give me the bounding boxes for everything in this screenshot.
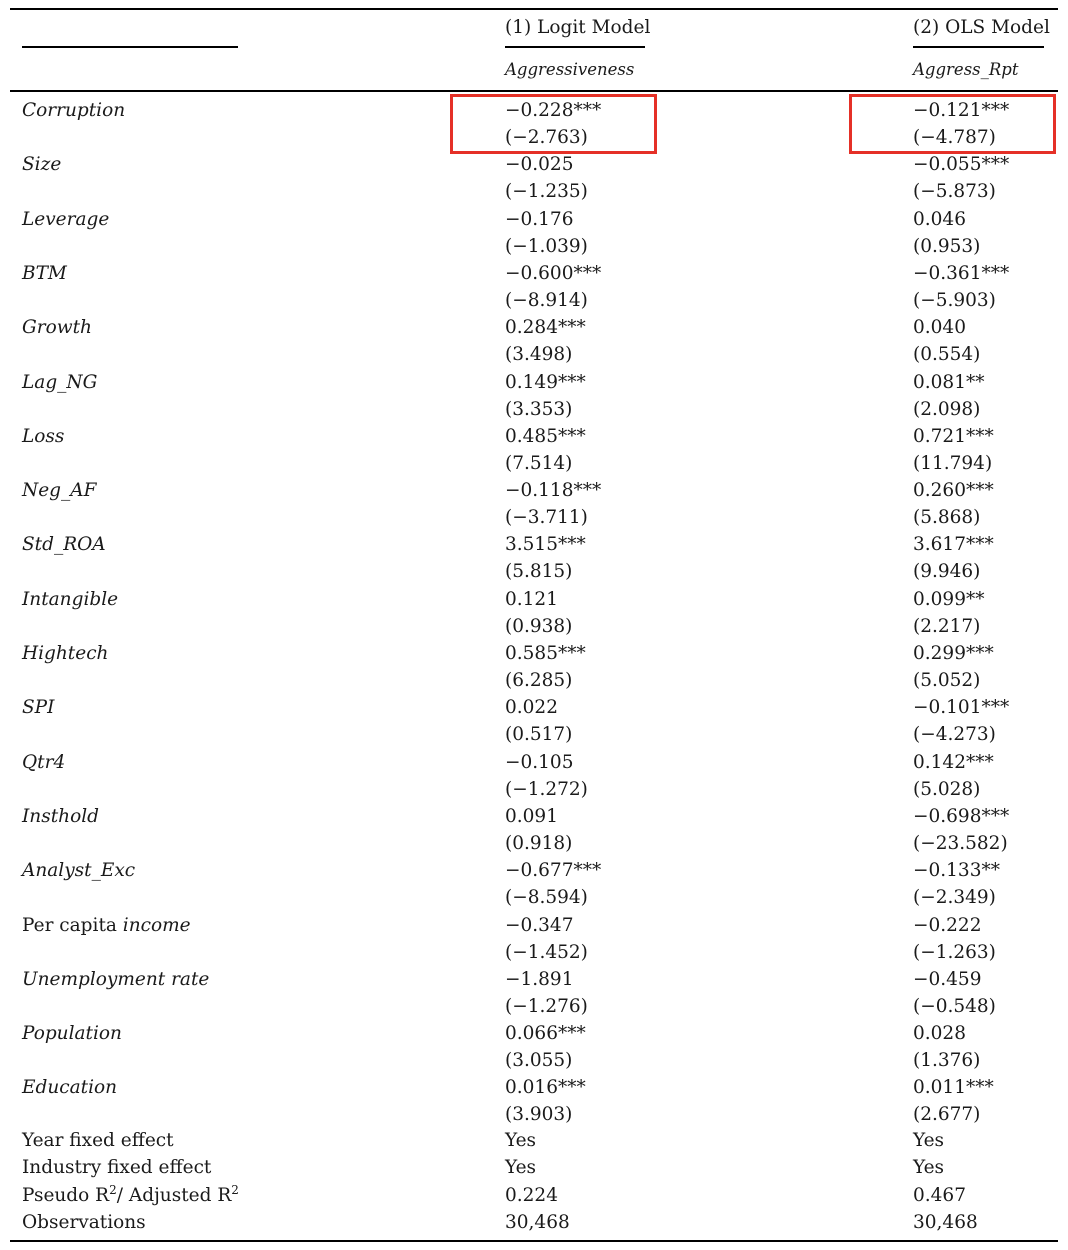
row-label: Leverage bbox=[22, 208, 110, 230]
coef-col1: −0.118*** bbox=[505, 480, 602, 502]
tstat-col2: (2.677) bbox=[913, 1104, 981, 1126]
coef-col2: 0.011*** bbox=[913, 1077, 994, 1099]
tstat-col1: (0.918) bbox=[505, 832, 573, 854]
row-label: Unemployment rate bbox=[22, 968, 210, 990]
footer-col2: 0.467 bbox=[913, 1184, 966, 1206]
footer-col1: 30,468 bbox=[505, 1211, 570, 1233]
footer-label: Industry fixed effect bbox=[22, 1157, 212, 1179]
highlight-box-col1 bbox=[450, 94, 657, 154]
tstat-col1: (−8.594) bbox=[505, 887, 588, 909]
row-label: Growth bbox=[22, 317, 92, 339]
coef-col1: −0.347 bbox=[505, 914, 574, 936]
coef-col1: −0.025 bbox=[505, 154, 574, 176]
tstat-col1: (−1.235) bbox=[505, 181, 588, 203]
tstat-col1: (−1.452) bbox=[505, 941, 588, 963]
tstat-col2: (−4.787) bbox=[913, 127, 996, 148]
tstat-col2: (1.376) bbox=[913, 1050, 981, 1072]
coef-col2: −0.133** bbox=[913, 860, 1000, 882]
row-label-italic: income bbox=[122, 914, 191, 936]
col1-dependent-variable: Aggressiveness bbox=[505, 60, 635, 79]
footer-col1: Yes bbox=[505, 1130, 537, 1151]
tstat-col2: (−4.273) bbox=[913, 724, 996, 746]
tstat-col1: (−1.039) bbox=[505, 235, 588, 257]
tstat-col2: (5.868) bbox=[913, 507, 981, 529]
coef-col2: −0.361*** bbox=[913, 262, 1010, 284]
col1-title-rule bbox=[505, 46, 645, 48]
coef-col2: 0.040 bbox=[913, 317, 966, 339]
row-label: Education bbox=[22, 1077, 118, 1099]
footer-col2: 30,468 bbox=[913, 1211, 978, 1233]
footer-label-part: 2 bbox=[231, 1182, 239, 1197]
row-label: Population bbox=[22, 1023, 122, 1045]
row-label: Intangible bbox=[22, 588, 119, 610]
footer-label-part: / Adjusted R bbox=[116, 1184, 232, 1206]
col2-title: (2) OLS Model bbox=[913, 17, 1050, 38]
footer-label: Observations bbox=[22, 1211, 146, 1233]
tstat-col1: (−8.914) bbox=[505, 289, 588, 311]
table-bottom-rule bbox=[10, 1240, 1058, 1242]
footer-label-part: Pseudo R bbox=[22, 1184, 110, 1206]
tstat-col1: (−1.276) bbox=[505, 995, 588, 1017]
coef-col2: −0.055*** bbox=[913, 154, 1010, 176]
tstat-col2: (−1.263) bbox=[913, 941, 996, 963]
coef-col2: 0.028 bbox=[913, 1023, 966, 1045]
row-label: Size bbox=[22, 154, 62, 176]
coef-col1: 0.022 bbox=[505, 697, 558, 719]
footer-label bbox=[22, 1182, 239, 1207]
coef-col2: 0.099** bbox=[913, 588, 985, 610]
tstat-col2: (5.052) bbox=[913, 670, 981, 691]
tstat-col2: (−0.548) bbox=[913, 995, 996, 1017]
coef-col1: 0.091 bbox=[505, 805, 558, 827]
tstat-col2: (11.794) bbox=[913, 452, 993, 474]
tstat-col2: (9.946) bbox=[913, 561, 981, 583]
tstat-col2: (−5.903) bbox=[913, 289, 996, 311]
row-label: Neg_AF bbox=[22, 480, 97, 502]
row-label: BTM bbox=[22, 262, 67, 284]
tstat-col1: (0.938) bbox=[505, 615, 573, 637]
coef-col1: −0.176 bbox=[505, 208, 574, 230]
row-label: Lag_NG bbox=[22, 371, 98, 393]
row-label: SPI bbox=[22, 697, 55, 719]
tstat-col2: (2.217) bbox=[913, 615, 981, 637]
coef-col2: 0.081** bbox=[913, 371, 985, 393]
tstat-col1: (3.055) bbox=[505, 1050, 573, 1072]
tstat-col1: (3.498) bbox=[505, 344, 573, 366]
stub-header-rule bbox=[22, 46, 238, 48]
footer-label: Year fixed effect bbox=[22, 1130, 174, 1151]
coef-col1: −0.228*** bbox=[505, 100, 602, 121]
tstat-col1: (−2.763) bbox=[505, 127, 588, 148]
row-label: Corruption bbox=[22, 100, 126, 121]
coef-col1: 0.121 bbox=[505, 588, 558, 610]
row-label: Analyst_Exc bbox=[22, 860, 136, 882]
coef-col2: −0.698*** bbox=[913, 805, 1010, 827]
footer-col2: Yes bbox=[913, 1130, 945, 1151]
tstat-col2: (−2.349) bbox=[913, 887, 996, 909]
tstat-col1: (7.514) bbox=[505, 452, 573, 474]
coef-col1: −0.600*** bbox=[505, 262, 602, 284]
row-label: Insthold bbox=[22, 805, 99, 827]
row-label: Hightech bbox=[22, 643, 109, 664]
tstat-col1: (3.903) bbox=[505, 1104, 573, 1126]
tstat-col1: (−1.272) bbox=[505, 778, 588, 800]
coef-col2: 3.617*** bbox=[913, 534, 994, 556]
footer-col2: Yes bbox=[913, 1157, 945, 1179]
coef-col1: 0.485*** bbox=[505, 425, 586, 447]
header-bottom-rule bbox=[10, 90, 1058, 92]
coef-col1: 0.149*** bbox=[505, 371, 586, 393]
tstat-col2: (0.554) bbox=[913, 344, 981, 366]
tstat-col1: (−3.711) bbox=[505, 507, 588, 529]
coef-col1: −0.677*** bbox=[505, 860, 602, 882]
coef-col1: 3.515*** bbox=[505, 534, 586, 556]
footer-col1: Yes bbox=[505, 1157, 537, 1179]
coef-col2: 0.046 bbox=[913, 208, 966, 230]
tstat-col2: (−23.582) bbox=[913, 832, 1008, 854]
tstat-col2: (2.098) bbox=[913, 398, 981, 420]
row-label: Loss bbox=[22, 425, 65, 447]
coef-col1: −0.105 bbox=[505, 751, 574, 773]
footer-label-part: 2 bbox=[109, 1182, 117, 1197]
tstat-col1: (0.517) bbox=[505, 724, 573, 746]
coef-col1: 0.066*** bbox=[505, 1023, 586, 1045]
coef-col2: −0.459 bbox=[913, 968, 982, 990]
coef-col1: −1.891 bbox=[505, 968, 574, 990]
table-top-rule bbox=[10, 8, 1058, 10]
coef-col2: 0.299*** bbox=[913, 643, 994, 664]
col1-title: (1) Logit Model bbox=[505, 17, 651, 38]
coef-col1: 0.585*** bbox=[505, 643, 586, 664]
tstat-col2: (−5.873) bbox=[913, 181, 996, 203]
coef-col1: 0.016*** bbox=[505, 1077, 586, 1099]
tstat-col2: (0.953) bbox=[913, 235, 981, 257]
coef-col2: −0.121*** bbox=[913, 100, 1010, 121]
col2-title-rule bbox=[913, 46, 1044, 48]
tstat-col2: (5.028) bbox=[913, 778, 981, 800]
coef-col1: 0.284*** bbox=[505, 317, 586, 339]
coef-col2: 0.260*** bbox=[913, 480, 994, 502]
row-label-plain: Per capita bbox=[22, 914, 123, 936]
footer-col1: 0.224 bbox=[505, 1184, 558, 1206]
row-label bbox=[22, 915, 191, 937]
coef-col2: −0.222 bbox=[913, 914, 982, 936]
tstat-col1: (3.353) bbox=[505, 398, 573, 420]
col2-dependent-variable: Aggress_Rpt bbox=[913, 60, 1019, 79]
highlight-box-col2 bbox=[849, 94, 1056, 154]
coef-col2: −0.101*** bbox=[913, 697, 1010, 719]
row-label: Std_ROA bbox=[22, 534, 106, 556]
tstat-col1: (6.285) bbox=[505, 670, 573, 691]
tstat-col1: (5.815) bbox=[505, 561, 573, 583]
coef-col2: 0.142*** bbox=[913, 751, 994, 773]
coef-col2: 0.721*** bbox=[913, 425, 994, 447]
row-label: Qtr4 bbox=[22, 751, 66, 773]
